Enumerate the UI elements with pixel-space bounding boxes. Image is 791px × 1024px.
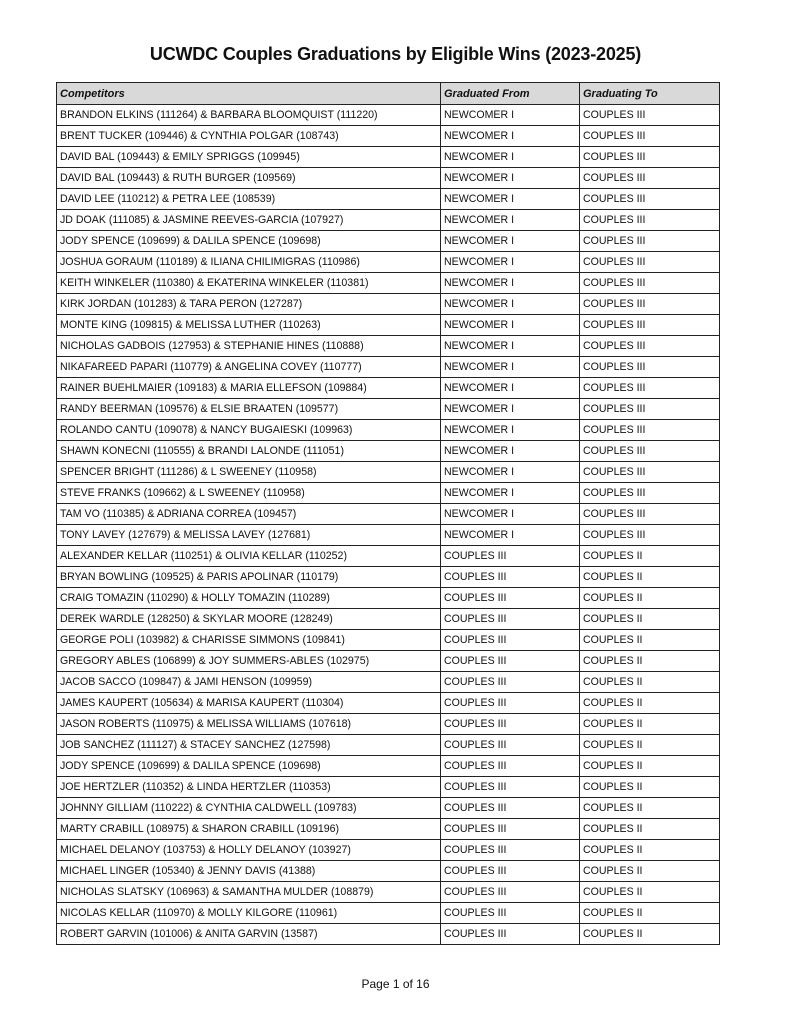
table-row bbox=[57, 399, 720, 420]
graduated-from-cell: NEWCOMER I bbox=[441, 441, 580, 462]
table-row bbox=[57, 336, 720, 357]
competitors-cell: SHAWN KONECNI (110555) & BRANDI LALONDE (111051) bbox=[57, 441, 441, 462]
graduating-to-cell: COUPLES II bbox=[580, 861, 720, 882]
competitors-cell: DAVID BAL (109443) & RUTH BURGER (109569) bbox=[57, 168, 441, 189]
table-row bbox=[57, 315, 720, 336]
graduated-from-cell: NEWCOMER I bbox=[441, 462, 580, 483]
graduating-to-cell: COUPLES III bbox=[580, 483, 720, 504]
table-row bbox=[57, 273, 720, 294]
competitors-cell: KEITH WINKELER (110380) & EKATERINA WINKELER (110381) bbox=[57, 273, 441, 294]
competitors-cell: GREGORY ABLES (106899) & JOY SUMMERS-ABLES (102975) bbox=[57, 651, 441, 672]
graduating-to-cell: COUPLES III bbox=[580, 126, 720, 147]
graduating-to-cell: COUPLES III bbox=[580, 168, 720, 189]
competitors-cell: ALEXANDER KELLAR (110251) & OLIVIA KELLAR (110252) bbox=[57, 546, 441, 567]
table-row bbox=[57, 630, 720, 651]
graduating-to-cell: COUPLES II bbox=[580, 882, 720, 903]
graduating-to-cell: COUPLES III bbox=[580, 315, 720, 336]
table-row bbox=[57, 294, 720, 315]
graduating-to-cell: COUPLES II bbox=[580, 672, 720, 693]
competitors-cell: TAM VO (110385) & ADRIANA CORREA (109457) bbox=[57, 504, 441, 525]
table-row bbox=[57, 483, 720, 504]
graduating-to-cell: COUPLES II bbox=[580, 714, 720, 735]
graduated-from-cell: NEWCOMER I bbox=[441, 483, 580, 504]
graduated-from-cell: NEWCOMER I bbox=[441, 525, 580, 546]
competitors-cell: BRYAN BOWLING (109525) & PARIS APOLINAR (110179) bbox=[57, 567, 441, 588]
competitors-cell: TONY LAVEY (127679) & MELISSA LAVEY (127681) bbox=[57, 525, 441, 546]
table-row bbox=[57, 840, 720, 861]
graduated-from-cell: COUPLES III bbox=[441, 756, 580, 777]
competitors-cell: BRENT TUCKER (109446) & CYNTHIA POLGAR (108743) bbox=[57, 126, 441, 147]
graduations-table bbox=[56, 82, 720, 945]
page-number: Page 1 of 16 bbox=[361, 977, 430, 991]
graduated-from-cell: COUPLES III bbox=[441, 777, 580, 798]
graduating-to-cell: COUPLES III bbox=[580, 294, 720, 315]
graduating-to-cell: COUPLES III bbox=[580, 189, 720, 210]
graduated-from-cell: NEWCOMER I bbox=[441, 105, 580, 126]
graduated-from-cell: COUPLES III bbox=[441, 693, 580, 714]
table-row bbox=[57, 609, 720, 630]
table-row bbox=[57, 672, 720, 693]
graduated-from-cell: NEWCOMER I bbox=[441, 504, 580, 525]
competitors-cell: NICHOLAS SLATSKY (106963) & SAMANTHA MULDER (108879) bbox=[57, 882, 441, 903]
graduated-from-cell: NEWCOMER I bbox=[441, 252, 580, 273]
graduating-to-cell: COUPLES III bbox=[580, 273, 720, 294]
table-row bbox=[57, 588, 720, 609]
graduating-to-cell: COUPLES III bbox=[580, 105, 720, 126]
graduating-to-cell: COUPLES II bbox=[580, 819, 720, 840]
graduated-from-cell: COUPLES III bbox=[441, 609, 580, 630]
table-row bbox=[57, 546, 720, 567]
graduated-from-cell: NEWCOMER I bbox=[441, 168, 580, 189]
table-row bbox=[57, 903, 720, 924]
graduating-to-cell: COUPLES III bbox=[580, 336, 720, 357]
graduating-to-cell: COUPLES III bbox=[580, 147, 720, 168]
graduated-from-cell: NEWCOMER I bbox=[441, 378, 580, 399]
table-header-row bbox=[57, 83, 720, 105]
graduating-to-cell: COUPLES II bbox=[580, 756, 720, 777]
graduating-to-cell: COUPLES III bbox=[580, 357, 720, 378]
graduated-from-cell: COUPLES III bbox=[441, 588, 580, 609]
graduating-to-cell: COUPLES II bbox=[580, 588, 720, 609]
graduated-from-cell: COUPLES III bbox=[441, 840, 580, 861]
competitors-cell: NICOLAS KELLAR (110970) & MOLLY KILGORE (110961) bbox=[57, 903, 441, 924]
table-row bbox=[57, 378, 720, 399]
graduated-from-cell: COUPLES III bbox=[441, 735, 580, 756]
competitors-cell: ROBERT GARVIN (101006) & ANITA GARVIN (13587) bbox=[57, 924, 441, 945]
competitors-cell: JOE HERTZLER (110352) & LINDA HERTZLER (110353) bbox=[57, 777, 441, 798]
competitors-cell: NICHOLAS GADBOIS (127953) & STEPHANIE HINES (110888) bbox=[57, 336, 441, 357]
table-row bbox=[57, 252, 720, 273]
document-title: UCWDC Couples Graduations by Eligible Wins (2023-2025) bbox=[149, 44, 642, 64]
competitors-cell: JOHNNY GILLIAM (110222) & CYNTHIA CALDWELL (109783) bbox=[57, 798, 441, 819]
table-row bbox=[57, 231, 720, 252]
competitors-cell: SPENCER BRIGHT (111286) & L SWEENEY (110958) bbox=[57, 462, 441, 483]
competitors-cell: JODY SPENCE (109699) & DALILA SPENCE (109698) bbox=[57, 231, 441, 252]
graduated-from-cell: NEWCOMER I bbox=[441, 231, 580, 252]
graduating-to-cell: COUPLES II bbox=[580, 546, 720, 567]
table-row bbox=[57, 189, 720, 210]
competitors-cell: DAVID BAL (109443) & EMILY SPRIGGS (109945) bbox=[57, 147, 441, 168]
graduated-from-cell: NEWCOMER I bbox=[441, 294, 580, 315]
competitors-cell: JOSHUA GORAUM (110189) & ILIANA CHILIMIGRAS (110986) bbox=[57, 252, 441, 273]
graduated-from-cell: COUPLES III bbox=[441, 546, 580, 567]
table-row bbox=[57, 210, 720, 231]
table-row bbox=[57, 420, 720, 441]
table-body bbox=[57, 105, 720, 945]
table-row bbox=[57, 861, 720, 882]
graduating-to-cell: COUPLES III bbox=[580, 231, 720, 252]
graduated-from-cell: NEWCOMER I bbox=[441, 273, 580, 294]
graduated-from-cell: NEWCOMER I bbox=[441, 420, 580, 441]
table-row bbox=[57, 882, 720, 903]
graduated-from-cell: COUPLES III bbox=[441, 651, 580, 672]
graduating-to-cell: COUPLES III bbox=[580, 378, 720, 399]
graduating-to-cell: COUPLES III bbox=[580, 441, 720, 462]
graduating-to-cell: COUPLES II bbox=[580, 609, 720, 630]
graduated-from-cell: COUPLES III bbox=[441, 819, 580, 840]
graduated-from-cell: NEWCOMER I bbox=[441, 210, 580, 231]
competitors-cell: JODY SPENCE (109699) & DALILA SPENCE (109698) bbox=[57, 756, 441, 777]
graduating-to-cell: COUPLES II bbox=[580, 903, 720, 924]
graduating-to-cell: COUPLES II bbox=[580, 693, 720, 714]
graduated-from-cell: COUPLES III bbox=[441, 567, 580, 588]
competitors-cell: DEREK WARDLE (128250) & SKYLAR MOORE (128249) bbox=[57, 609, 441, 630]
competitors-cell: JAMES KAUPERT (105634) & MARISA KAUPERT (110304) bbox=[57, 693, 441, 714]
table-row bbox=[57, 168, 720, 189]
table-row bbox=[57, 924, 720, 945]
table-row bbox=[57, 777, 720, 798]
competitors-cell: MONTE KING (109815) & MELISSA LUTHER (110263) bbox=[57, 315, 441, 336]
graduating-to-cell: COUPLES III bbox=[580, 399, 720, 420]
table-row bbox=[57, 735, 720, 756]
graduating-to-cell: COUPLES III bbox=[580, 504, 720, 525]
competitors-cell: JOB SANCHEZ (111127) & STACEY SANCHEZ (127598) bbox=[57, 735, 441, 756]
graduated-from-cell: NEWCOMER I bbox=[441, 399, 580, 420]
table-row bbox=[57, 105, 720, 126]
graduating-to-cell: COUPLES II bbox=[580, 630, 720, 651]
competitors-cell: CRAIG TOMAZIN (110290) & HOLLY TOMAZIN (110289) bbox=[57, 588, 441, 609]
graduating-to-cell: COUPLES II bbox=[580, 651, 720, 672]
graduated-from-cell: COUPLES III bbox=[441, 861, 580, 882]
graduating-to-cell: COUPLES III bbox=[580, 252, 720, 273]
graduating-to-cell: COUPLES II bbox=[580, 798, 720, 819]
graduated-from-cell: COUPLES III bbox=[441, 882, 580, 903]
table-row bbox=[57, 357, 720, 378]
competitors-cell: JD DOAK (111085) & JASMINE REEVES-GARCIA (107927) bbox=[57, 210, 441, 231]
competitors-cell: DAVID LEE (110212) & PETRA LEE (108539) bbox=[57, 189, 441, 210]
graduated-from-cell: COUPLES III bbox=[441, 924, 580, 945]
graduated-from-cell: COUPLES III bbox=[441, 630, 580, 651]
graduating-to-cell: COUPLES III bbox=[580, 525, 720, 546]
table-row bbox=[57, 504, 720, 525]
table-row bbox=[57, 525, 720, 546]
graduating-to-cell: COUPLES III bbox=[580, 462, 720, 483]
table-row bbox=[57, 441, 720, 462]
graduated-from-cell: COUPLES III bbox=[441, 714, 580, 735]
graduated-from-cell: NEWCOMER I bbox=[441, 315, 580, 336]
competitors-cell: MICHAEL LINGER (105340) & JENNY DAVIS (41388) bbox=[57, 861, 441, 882]
header-graduated-from: Graduated From bbox=[441, 83, 580, 105]
competitors-cell: RAINER BUEHLMAIER (109183) & MARIA ELLEFSON (109884) bbox=[57, 378, 441, 399]
table-row bbox=[57, 567, 720, 588]
graduating-to-cell: COUPLES II bbox=[580, 735, 720, 756]
graduated-from-cell: NEWCOMER I bbox=[441, 336, 580, 357]
table-row bbox=[57, 819, 720, 840]
graduated-from-cell: COUPLES III bbox=[441, 903, 580, 924]
competitors-cell: JACOB SACCO (109847) & JAMI HENSON (109959) bbox=[57, 672, 441, 693]
graduating-to-cell: COUPLES II bbox=[580, 840, 720, 861]
competitors-cell: ROLANDO CANTU (109078) & NANCY BUGAIESKI (109963) bbox=[57, 420, 441, 441]
header-competitors: Competitors bbox=[57, 83, 441, 105]
table-row bbox=[57, 147, 720, 168]
table-row bbox=[57, 714, 720, 735]
table-row bbox=[57, 693, 720, 714]
header-graduating-to: Graduating To bbox=[580, 83, 720, 105]
competitors-cell: STEVE FRANKS (109662) & L SWEENEY (110958) bbox=[57, 483, 441, 504]
competitors-cell: RANDY BEERMAN (109576) & ELSIE BRAATEN (109577) bbox=[57, 399, 441, 420]
graduated-from-cell: NEWCOMER I bbox=[441, 126, 580, 147]
table-row bbox=[57, 462, 720, 483]
competitors-cell: MICHAEL DELANOY (103753) & HOLLY DELANOY (103927) bbox=[57, 840, 441, 861]
graduating-to-cell: COUPLES II bbox=[580, 924, 720, 945]
competitors-cell: KIRK JORDAN (101283) & TARA PERON (127287) bbox=[57, 294, 441, 315]
graduated-from-cell: COUPLES III bbox=[441, 798, 580, 819]
graduating-to-cell: COUPLES III bbox=[580, 420, 720, 441]
graduated-from-cell: NEWCOMER I bbox=[441, 147, 580, 168]
competitors-cell: JASON ROBERTS (110975) & MELISSA WILLIAMS (107618) bbox=[57, 714, 441, 735]
graduating-to-cell: COUPLES III bbox=[580, 210, 720, 231]
table-row bbox=[57, 798, 720, 819]
graduated-from-cell: COUPLES III bbox=[441, 672, 580, 693]
graduating-to-cell: COUPLES II bbox=[580, 777, 720, 798]
competitors-cell: MARTY CRABILL (108975) & SHARON CRABILL (109196) bbox=[57, 819, 441, 840]
competitors-cell: GEORGE POLI (103982) & CHARISSE SIMMONS (109841) bbox=[57, 630, 441, 651]
table-row bbox=[57, 126, 720, 147]
table-row bbox=[57, 651, 720, 672]
competitors-cell: BRANDON ELKINS (111264) & BARBARA BLOOMQUIST (111220) bbox=[57, 105, 441, 126]
graduated-from-cell: NEWCOMER I bbox=[441, 189, 580, 210]
graduating-to-cell: COUPLES II bbox=[580, 567, 720, 588]
competitors-cell: NIKAFAREED PAPARI (110779) & ANGELINA COVEY (110777) bbox=[57, 357, 441, 378]
table-row bbox=[57, 756, 720, 777]
graduated-from-cell: NEWCOMER I bbox=[441, 357, 580, 378]
